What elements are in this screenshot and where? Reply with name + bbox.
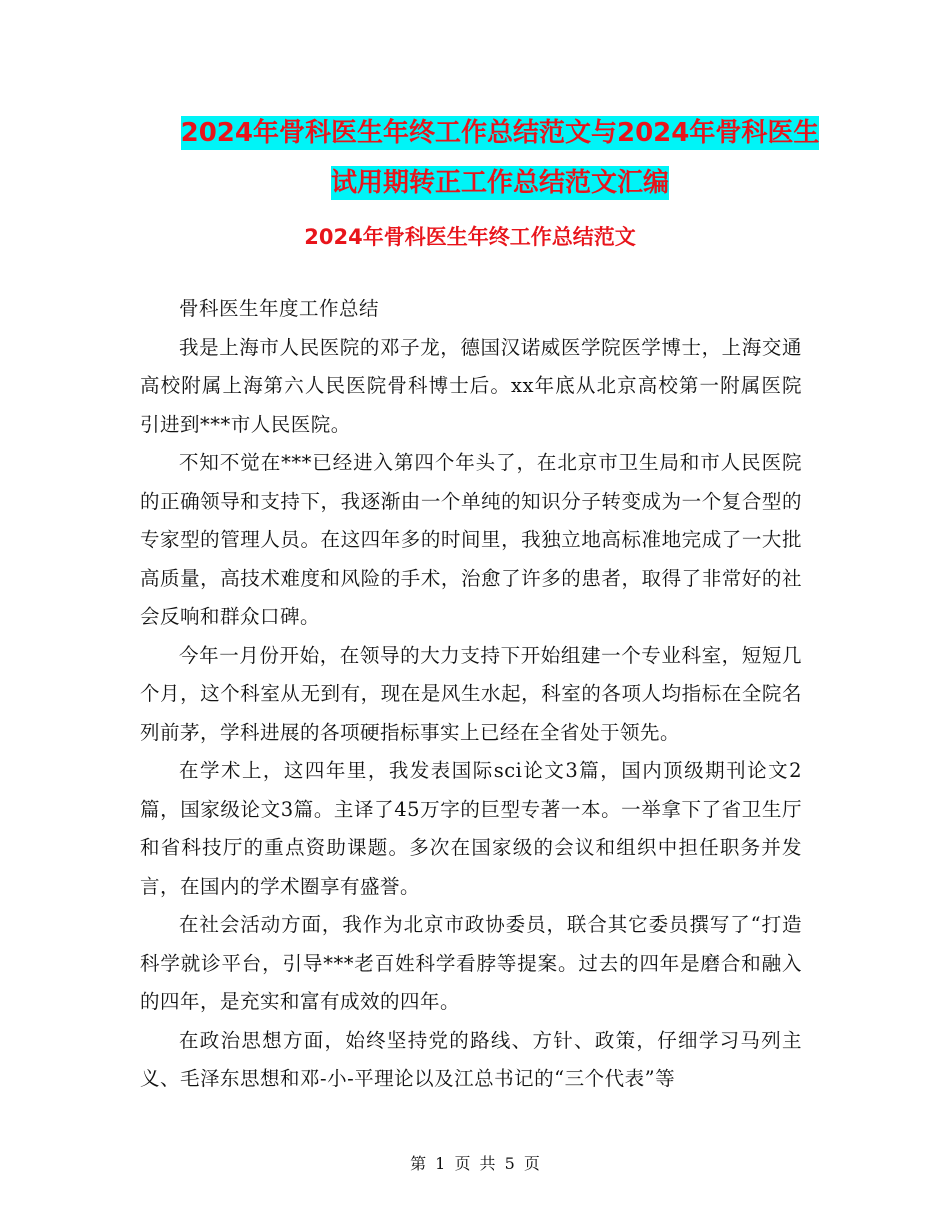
paragraph-1: 骨科医生年度工作总结 (179, 297, 380, 320)
document-body (140, 290, 802, 1099)
paragraph-2: 我是上海市人民医院的邓子龙，德国汉诺威医学院医学博士，上海交通高校附属上海第六人民医院骨科博士后。xx年底从北京高校第一附属医院引进到***市人民医院。 (140, 335, 802, 436)
document-title-line-2: 试用期转正工作总结范文汇编 (330, 168, 669, 198)
paragraph-4: 今年一月份开始，在领导的大力支持下开始组建一个专业科室，短短几个月，这个科室从无到有，现在是风生水起，科室的各项人均指标在全院名列前茅，学科进展的各项硬指标事实上已经在全省处于领先。 (140, 643, 802, 744)
paragraph-5: 在学术上，这四年里，我发表国际sci论文3篇，国内顶级期刊论文2篇，国家级论文3篇。主译了45万字的巨型专著一本。一举拿下了省卫生厅和省科技厅的重点资助课题。多次在国家级的会议和组织中担任职务并发言，在国内的学术圈享有盛誉。 (140, 759, 802, 898)
paragraph-7: 在政治思想方面，始终坚持党的路线、方针、政策，仔细学习马列主义、毛泽东思想和邓-小-平理论以及江总书记的“三个代表”等 (140, 1028, 802, 1090)
paragraph-6: 在社会活动方面，我作为北京市政协委员，联合其它委员撰写了“打造科学就诊平台，引导***老百姓科学看脖等提案。过去的四年是磨合和融入的四年，是充实和富有成效的四年。 (140, 913, 802, 1013)
document-title (140, 108, 860, 208)
page-number-footer: 第 1 页 共 5 页 (410, 1154, 540, 1173)
section-title: 2024年骨科医生年终工作总结范文 (304, 225, 636, 249)
paragraph-3: 不知不觉在***已经进入第四个年头了，在北京市卫生局和市人民医院的正确领导和支持下，我逐渐由一个单纯的知识分子转变成为一个复合型的专家型的管理人员。在这四年多的时间里，我独立地高标准地完成了一大批高质量，高技术难度和风险的手术，治愈了许多的患者，取得了非常好的社会反响和群众口碑。 (140, 451, 802, 628)
document-title-line-1: 2024年骨科医生年终工作总结范文与2024年骨科医生 (180, 118, 820, 148)
